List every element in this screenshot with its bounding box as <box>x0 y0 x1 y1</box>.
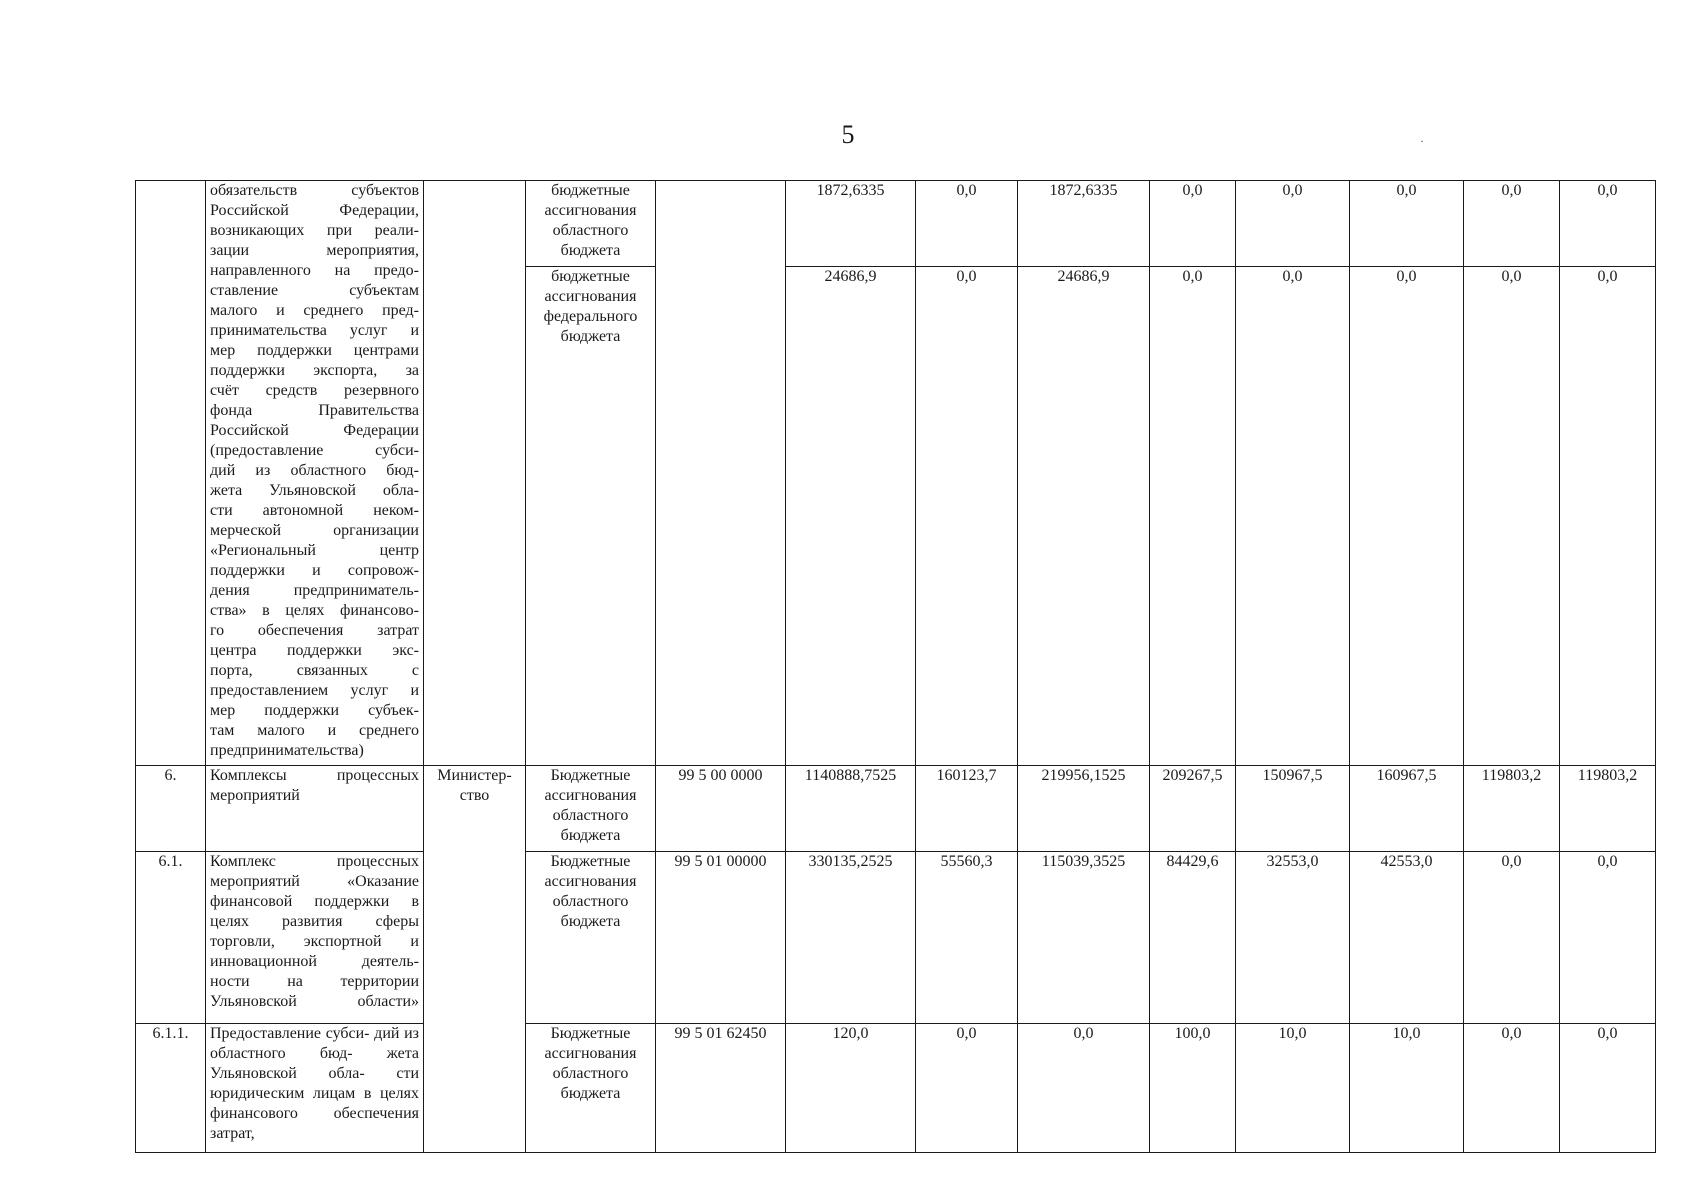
value-cell: 120,0 <box>786 1024 916 1153</box>
row-name-line: обязательств субъектов <box>210 182 419 199</box>
value-cell: 0,0 <box>1464 181 1560 267</box>
value-cell: 0,0 <box>1150 181 1236 267</box>
value-cell: 119803,2 <box>1464 766 1560 852</box>
row-code: 99 5 01 62450 <box>656 1024 786 1153</box>
value-cell: 24686,9 <box>1018 267 1150 766</box>
row-name-line: дий из областного бюд- <box>210 462 419 479</box>
row-source: Бюджетные ассигнования областного бюджета <box>526 1024 656 1153</box>
row-source: Бюджетные ассигнования областного бюджета <box>526 766 656 852</box>
row-name: Предоставление субси- дий из областного бюд- жета Ульяновской обла- сти юридическим лицам в целях финансового обеспечения затрат, <box>206 1024 424 1153</box>
row-name-text <box>210 181 419 761</box>
value-cell: 0,0 <box>916 181 1018 267</box>
value-cell: 0,0 <box>916 267 1018 766</box>
value-cell: 0,0 <box>1560 1024 1656 1153</box>
row-name-line: поддержки и сопровож- <box>210 562 419 579</box>
value-cell: 1872,6335 <box>786 181 916 267</box>
row-name-line: дения предприниматель- <box>210 582 419 599</box>
value-cell: 10,0 <box>1236 1024 1350 1153</box>
row-name: Комплексы процессных мероприятий <box>206 766 424 852</box>
value-cell: 0,0 <box>1150 267 1236 766</box>
row-name-line: счёт средств резервного <box>210 382 419 399</box>
row-code: 99 5 01 00000 <box>656 852 786 1024</box>
value-cell: 0,0 <box>1464 852 1560 1024</box>
row-number: 6. <box>136 766 206 852</box>
row-name-line: Российской Федерации <box>210 422 419 439</box>
value-cell: 160967,5 <box>1350 766 1464 852</box>
row-number <box>136 181 206 766</box>
table-row <box>136 1024 1656 1153</box>
row-name-line: мерческой организации <box>210 522 419 539</box>
row-name-line: Российской Федерации, <box>210 202 419 219</box>
value-cell: 160123,7 <box>916 766 1018 852</box>
row-name <box>206 181 424 766</box>
row-name-line: направленного на предо- <box>210 262 419 279</box>
value-cell: 10,0 <box>1350 1024 1464 1153</box>
value-cell: 0,0 <box>1350 181 1464 267</box>
value-cell: 24686,9 <box>786 267 916 766</box>
row-name-line: жета Ульяновской обла- <box>210 482 419 499</box>
row-source: бюджетные ассигнования федерального бюджета <box>526 267 656 766</box>
budget-table <box>135 180 1656 1153</box>
row-name-line: «Региональный центр <box>210 542 419 559</box>
value-cell: 42553,0 <box>1350 852 1464 1024</box>
value-cell: 0,0 <box>1560 267 1656 766</box>
value-cell: 209267,5 <box>1150 766 1236 852</box>
value-cell: 0,0 <box>1236 267 1350 766</box>
row-name-line: порта, связанных с <box>210 662 419 679</box>
value-cell: 0,0 <box>1560 852 1656 1024</box>
value-cell: 115039,3525 <box>1018 852 1150 1024</box>
value-cell: 1872,6335 <box>1018 181 1150 267</box>
value-cell: 84429,6 <box>1150 852 1236 1024</box>
row-name-line: фонда Правительства <box>210 402 419 419</box>
row-name-line: мер поддержки субъек- <box>210 702 419 719</box>
row-name-line: ставление субъектам <box>210 282 419 299</box>
row-name-line: зации мероприятия, <box>210 242 419 259</box>
row-executor: Министер- ство <box>424 766 526 1153</box>
value-cell: 55560,3 <box>916 852 1018 1024</box>
row-code <box>656 181 786 766</box>
value-cell: 0,0 <box>1464 267 1560 766</box>
row-code: 99 5 00 0000 <box>656 766 786 852</box>
row-executor <box>424 181 526 766</box>
value-cell: 0,0 <box>1236 181 1350 267</box>
value-cell: 0,0 <box>1560 181 1656 267</box>
row-number: 6.1. <box>136 852 206 1024</box>
value-cell: 119803,2 <box>1560 766 1656 852</box>
row-number: 6.1.1. <box>136 1024 206 1153</box>
value-cell: 0,0 <box>916 1024 1018 1153</box>
row-name-line: предпринимательства) <box>210 742 364 759</box>
value-cell: 32553,0 <box>1236 852 1350 1024</box>
table-row <box>136 766 1656 852</box>
row-name-line: мер поддержки центрами <box>210 342 419 359</box>
row-name-line: малого и среднего пред- <box>210 302 419 319</box>
row-name-line: там малого и среднего <box>210 722 419 739</box>
value-cell: 219956,1525 <box>1018 766 1150 852</box>
row-name-line: (предоставление субси- <box>210 442 419 459</box>
row-source: бюджетные ассигнования областного бюджета <box>526 181 656 267</box>
row-name-line: предоставлением услуг и <box>210 682 419 699</box>
value-cell: 100,0 <box>1150 1024 1236 1153</box>
row-name-line: поддержки экспорта, за <box>210 362 419 379</box>
row-name-line: принимательства услуг и <box>210 322 419 339</box>
scan-speck: · <box>1420 134 1424 148</box>
table-row <box>136 181 1656 267</box>
value-cell: 150967,5 <box>1236 766 1350 852</box>
value-cell: 330135,2525 <box>786 852 916 1024</box>
page-number: 5 <box>841 120 855 149</box>
row-name-line: центра поддержки экс- <box>210 642 419 659</box>
row-name-line: го обеспечения затрат <box>210 622 419 639</box>
value-cell: 1140888,7525 <box>786 766 916 852</box>
row-name-line: возникающих при реали- <box>210 222 419 239</box>
row-source: Бюджетные ассигнования областного бюджета <box>526 852 656 1024</box>
table-row <box>136 852 1656 1024</box>
row-name-line: ства» в целях финансово- <box>210 602 419 619</box>
row-name: Комплекс процессных мероприятий «Оказание финансовой поддержки в целях развития сферы торговли, экспортной и инновационной деятель- ности на территории Ульяновской области» <box>206 852 424 1024</box>
row-name-line: сти автономной неком- <box>210 502 419 519</box>
value-cell: 0,0 <box>1464 1024 1560 1153</box>
value-cell: 0,0 <box>1350 267 1464 766</box>
value-cell: 0,0 <box>1018 1024 1150 1153</box>
